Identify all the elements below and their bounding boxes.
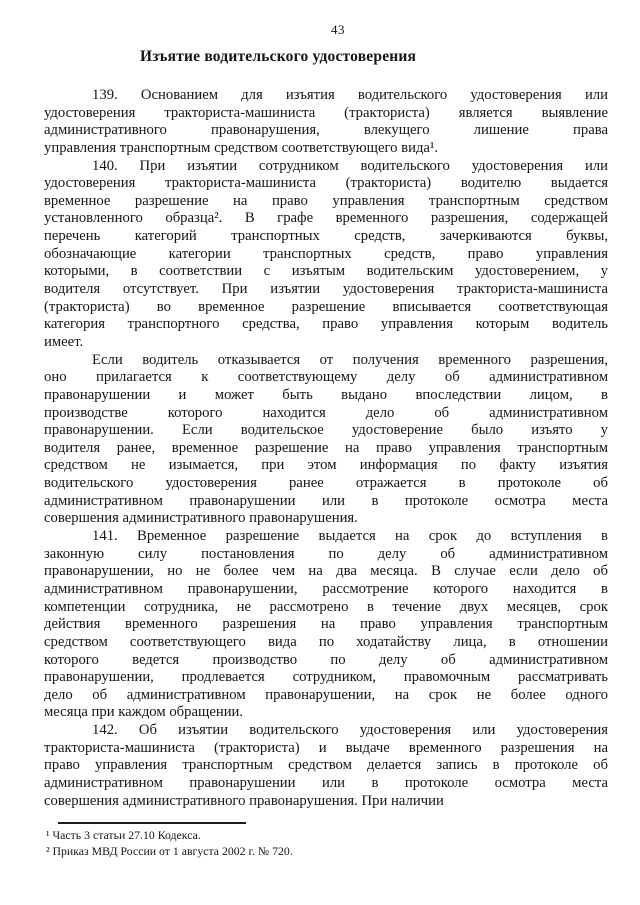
page-number: 43: [331, 22, 345, 37]
text-line: средством соответствующего вида по ходатайству лица, в отношении: [44, 633, 608, 650]
text-line: 142. Об изъятии водительского удостоверения или удостоверения: [92, 722, 608, 739]
text-line: установленного образца². В графе временного разрешения, содержащей: [44, 210, 608, 227]
paragraph-142: [44, 722, 608, 810]
text-line: производстве которого находится дело об административном: [44, 404, 608, 421]
text-line: административном правонарушении, рассмотрение которого находится в: [44, 580, 608, 597]
paragraph-139: [44, 87, 608, 158]
footnote-2: ² Приказ МВД России от 1 августа 2002 г. № 720.: [46, 843, 293, 858]
text-line: 141. Временное разрешение выдается на срок до вступления в: [92, 528, 608, 545]
text-line: правонарушении и может быть выдано впоследствии лицом, в: [44, 386, 608, 403]
text-line: административном правонарушении или в протоколе осмотра места: [44, 492, 608, 509]
text-line: категория транспортного средства, право управления которым водитель: [44, 316, 608, 333]
text-line: дело об административном правонарушении, на срок не более одного: [44, 686, 608, 703]
text-line: тракториста-машиниста (тракториста) и выдаче временного разрешения на: [44, 739, 608, 756]
text-line: водителя отсутствует. При изъятии удостоверения тракториста-машиниста: [44, 281, 608, 298]
text-line: право управления транспортным средством делается запись в протоколе об: [44, 757, 608, 774]
footnotes: [46, 828, 606, 859]
paragraph-141: [44, 528, 608, 722]
text-line: 140. При изъятии сотрудником водительского удостоверения или: [92, 157, 608, 174]
text-line: совершения административного правонарушения.: [44, 510, 358, 527]
text-line: водительского удостоверения ранее отражается в протоколе об: [44, 475, 608, 492]
footnote-1: ¹ Часть 3 статьи 27.10 Кодекса.: [46, 828, 201, 842]
text-line: которого ведется производство по делу об административном: [44, 651, 608, 668]
text-line: правонарушении. Если водительское удостоверение было изъято у: [44, 422, 608, 439]
text-line: административном правонарушении или в протоколе осмотра места: [44, 774, 608, 791]
text-line: законную силу постановления по делу об административном: [44, 545, 608, 562]
text-line: водителя ранее, временное разрешение на право управления транспортным: [44, 439, 608, 456]
text-line: (тракториста) во временное разрешение вписывается соответствующая: [44, 298, 608, 315]
text-line: месяца при каждом обращении.: [44, 704, 244, 721]
text-line: правонарушении, но не более чем на два месяца. В случае если дело об: [44, 563, 608, 580]
section-heading: Изъятие водительского удостоверения: [140, 48, 417, 65]
text-line: удостоверения тракториста-машиниста (тракториста) водителю выдается: [44, 175, 608, 192]
text-line: оно прилагается к соответствующему делу об административном: [44, 369, 608, 386]
text-line: имеет.: [44, 333, 84, 350]
text-line: совершения административного правонарушения. При наличии: [44, 792, 444, 809]
paragraph-140: [44, 158, 608, 352]
text-line: удостоверения тракториста-машиниста (тракториста) является выявление: [44, 104, 608, 121]
text-line: временное разрешение на право управления транспортным средством: [44, 192, 608, 209]
text-line: управления транспортным средством соответствующего вида¹.: [44, 139, 439, 156]
text-line: обозначающие категории транспортных средств, право управления: [44, 245, 608, 262]
text-line: административного правонарушения, влекущего лишение права: [44, 122, 608, 139]
text-line: компетенции сотрудника, не рассмотрено в течение двух месяцев, срок: [44, 598, 608, 615]
footnote-separator: [58, 822, 246, 824]
text-line: действия временного разрешения на право управления транспортным: [44, 616, 608, 633]
text-line: Если водитель отказывается от получения временного разрешения,: [92, 351, 608, 368]
paragraph-140-continued: [44, 352, 608, 528]
text-line: которыми, в соответствии с изъятым водительским удостоверением, у: [44, 263, 608, 280]
text-line: перечень категорий транспортных средств, зачеркиваются буквы,: [44, 228, 608, 245]
text-line: средством не изымается, при этом информация по факту изъятия: [44, 457, 608, 474]
text-line: 139. Основанием для изъятия водительского удостоверения или: [92, 87, 608, 103]
text-line: правонарушении, продлевается сотрудником, правомочным рассматривать: [44, 669, 608, 686]
document-body: [44, 87, 608, 810]
